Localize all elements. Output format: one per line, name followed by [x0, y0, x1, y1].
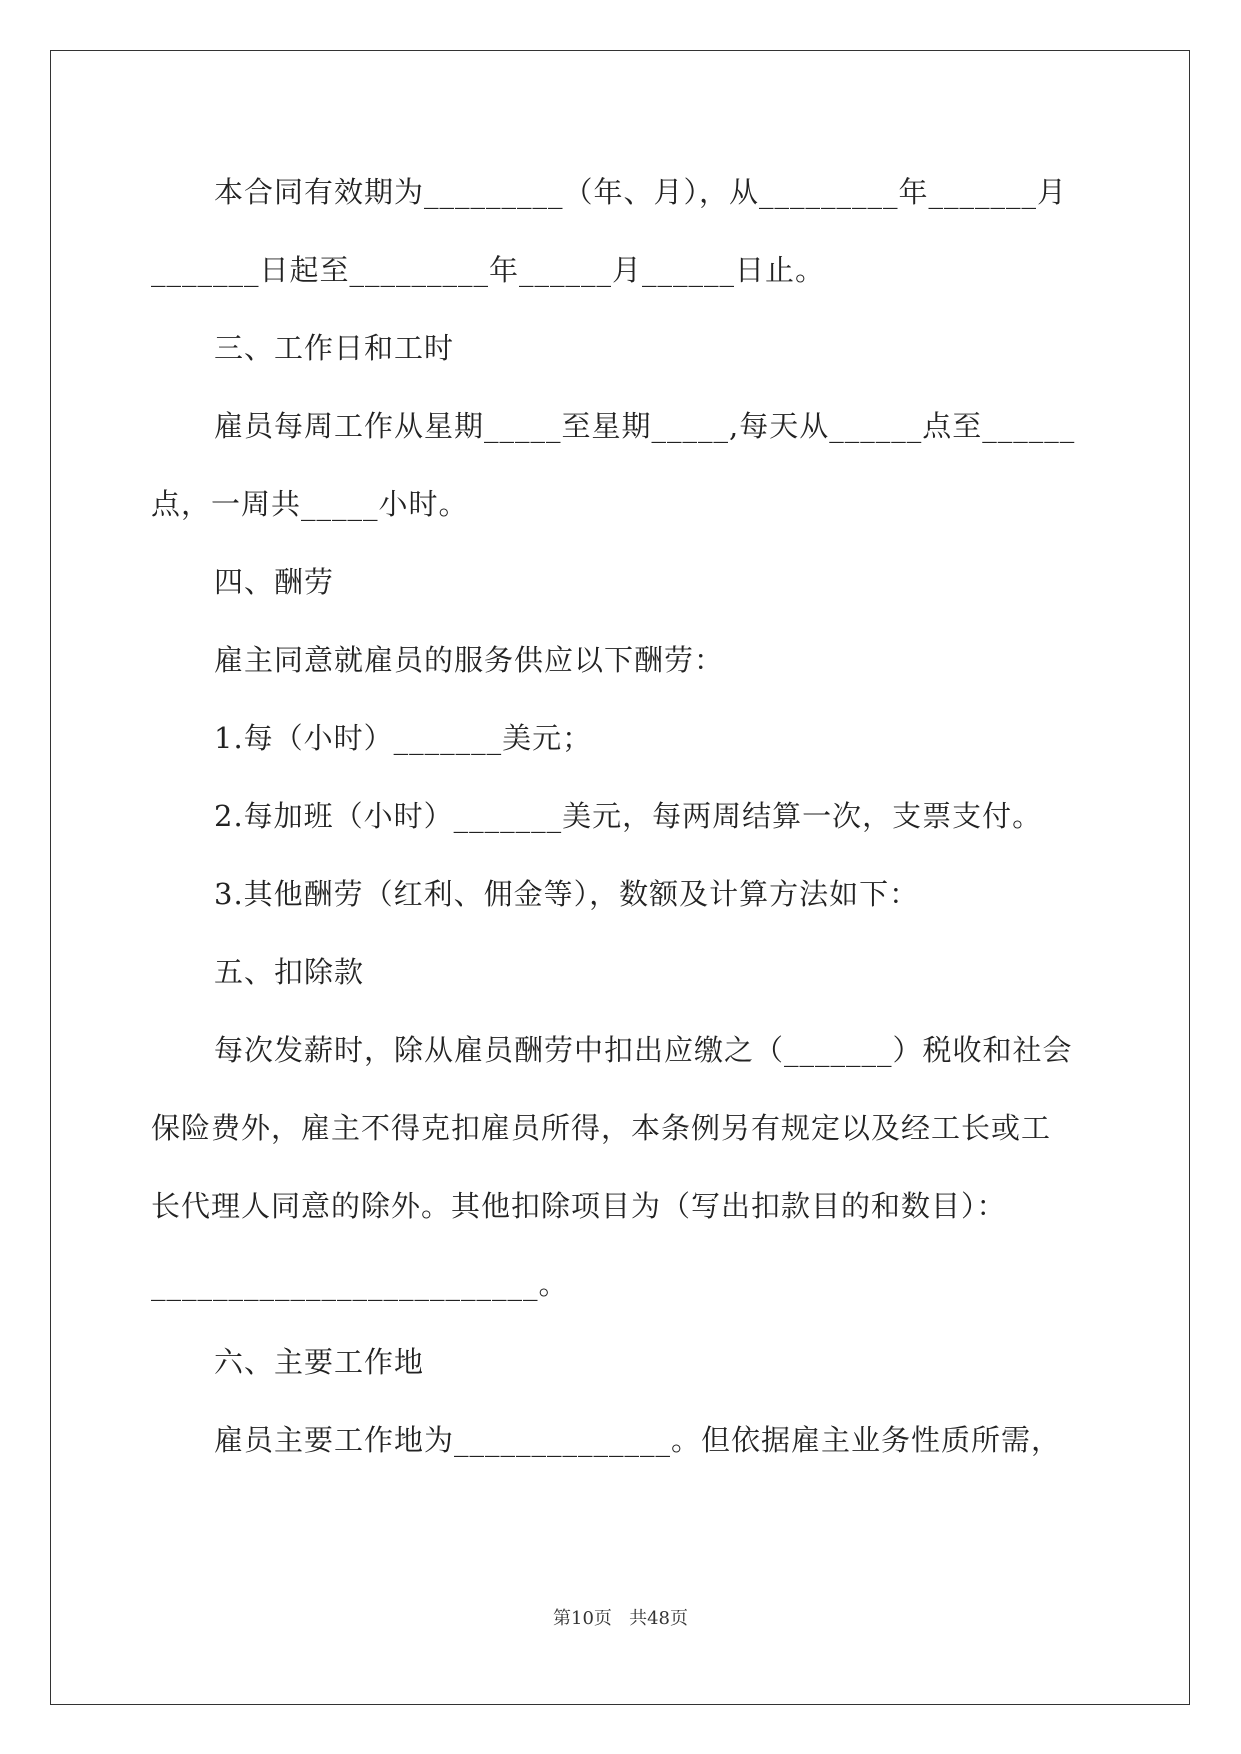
section-heading-workdays: 三、工作日和工时 [214, 331, 455, 365]
paragraph-remuneration-intro: 雇主同意就雇员的服务供应以下酬劳： [214, 643, 725, 677]
paragraph-deductions-line1: 每次发薪时，除从雇员酬劳中扣出应缴之（_______）税收和社会 [214, 1033, 1073, 1067]
section-heading-deductions: 五、扣除款 [214, 955, 365, 989]
list-item-hourly: 1.每（小时）_______美元； [214, 721, 593, 755]
paragraph-validity-line2: _______日起至_________年______月______日止。 [151, 253, 826, 287]
section-heading-remuneration: 四、酬劳 [214, 565, 335, 599]
page-number-footer: 第10页 共48页 [553, 1608, 688, 1629]
paragraph-deductions-line4: _________________________。 [151, 1267, 569, 1301]
paragraph-deductions-line3: 长代理人同意的除外。其他扣除项目为（写出扣款目的和数目）： [151, 1189, 1007, 1223]
list-item-overtime: 2.每加班（小时）_______美元，每两周结算一次，支票支付。 [214, 799, 1043, 833]
list-item-other: 3.其他酬劳（红利、佣金等），数额及计算方法如下： [214, 877, 920, 911]
section-heading-workplace: 六、主要工作地 [214, 1345, 425, 1379]
paragraph-deductions-line2: 保险费外，雇主不得克扣雇员所得，本条例另有规定以及经工长或工 [151, 1111, 1052, 1145]
paragraph-workdays-line2: 点，一周共_____小时。 [151, 487, 469, 521]
paragraph-workplace-line1: 雇员主要工作地为______________。但依据雇主业务性质所需， [214, 1423, 1062, 1457]
paragraph-validity-line1: 本合同有效期为_________（年、月），从_________年_______月 [214, 175, 1068, 209]
paragraph-workdays-line1: 雇员每周工作从星期_____至星期_____,每天从______点至______ [214, 409, 1076, 443]
